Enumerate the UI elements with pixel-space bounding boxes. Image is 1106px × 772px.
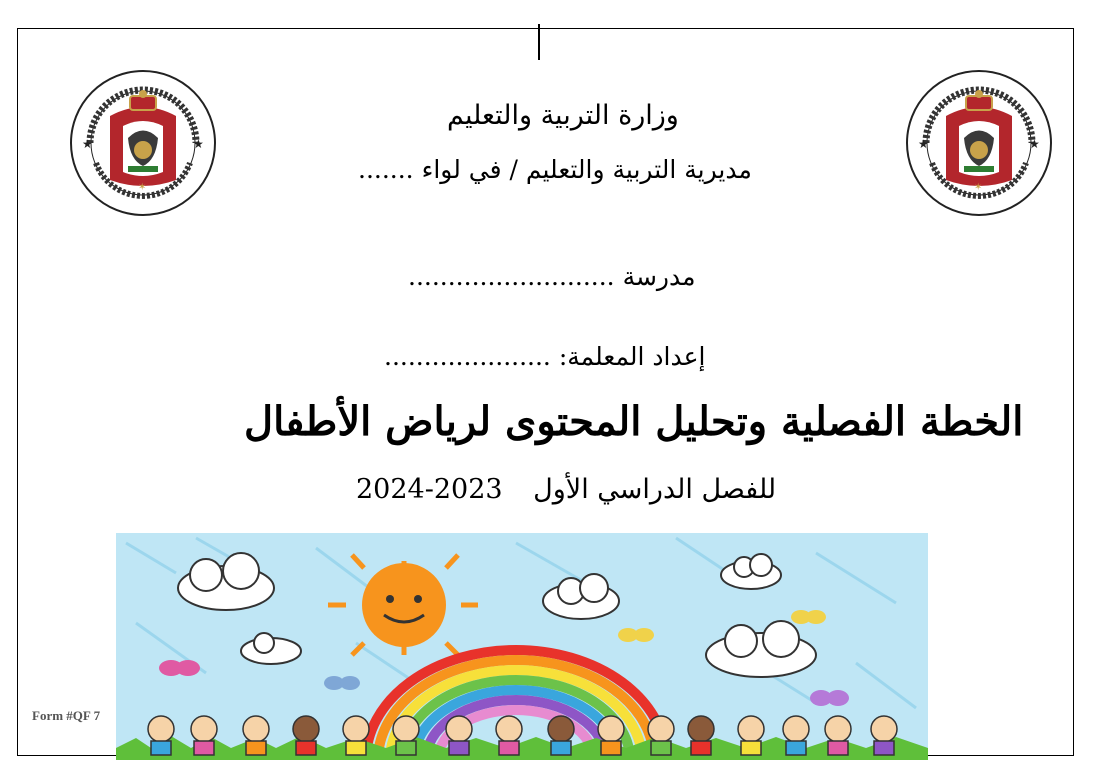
school-name-field: مدرسة .......................... bbox=[408, 262, 696, 291]
svg-text:★: ★ bbox=[1029, 137, 1040, 151]
svg-text:★: ★ bbox=[82, 137, 93, 151]
text-cursor bbox=[538, 24, 540, 60]
svg-text:✶: ✶ bbox=[138, 182, 147, 193]
term-label: للفصل الدراسي الأول bbox=[533, 474, 777, 505]
svg-text:★: ★ bbox=[193, 137, 204, 151]
svg-text:★: ★ bbox=[918, 137, 929, 151]
document-title: الخطة الفصلية وتحليل المحتوى لرياض الأطفال bbox=[244, 398, 1024, 445]
directorate-line: مديرية التربية والتعليم / في لواء ....... bbox=[358, 155, 752, 184]
svg-text:✶: ✶ bbox=[974, 182, 983, 193]
term-line bbox=[356, 474, 776, 505]
academic-year: 2024-2023 bbox=[356, 474, 503, 505]
butterfly-icon bbox=[159, 660, 200, 676]
prepared-by-field: إعداد المعلمة: ..................... bbox=[384, 342, 706, 371]
jordan-coat-of-arms-seal-icon bbox=[904, 68, 1054, 218]
jordan-coat-of-arms-seal-icon bbox=[68, 68, 218, 218]
form-code: Form #QF 7 bbox=[32, 708, 101, 723]
ministry-title: وزارة التربية والتعليم bbox=[447, 100, 679, 131]
kids-rainbow-illustration bbox=[116, 533, 928, 760]
